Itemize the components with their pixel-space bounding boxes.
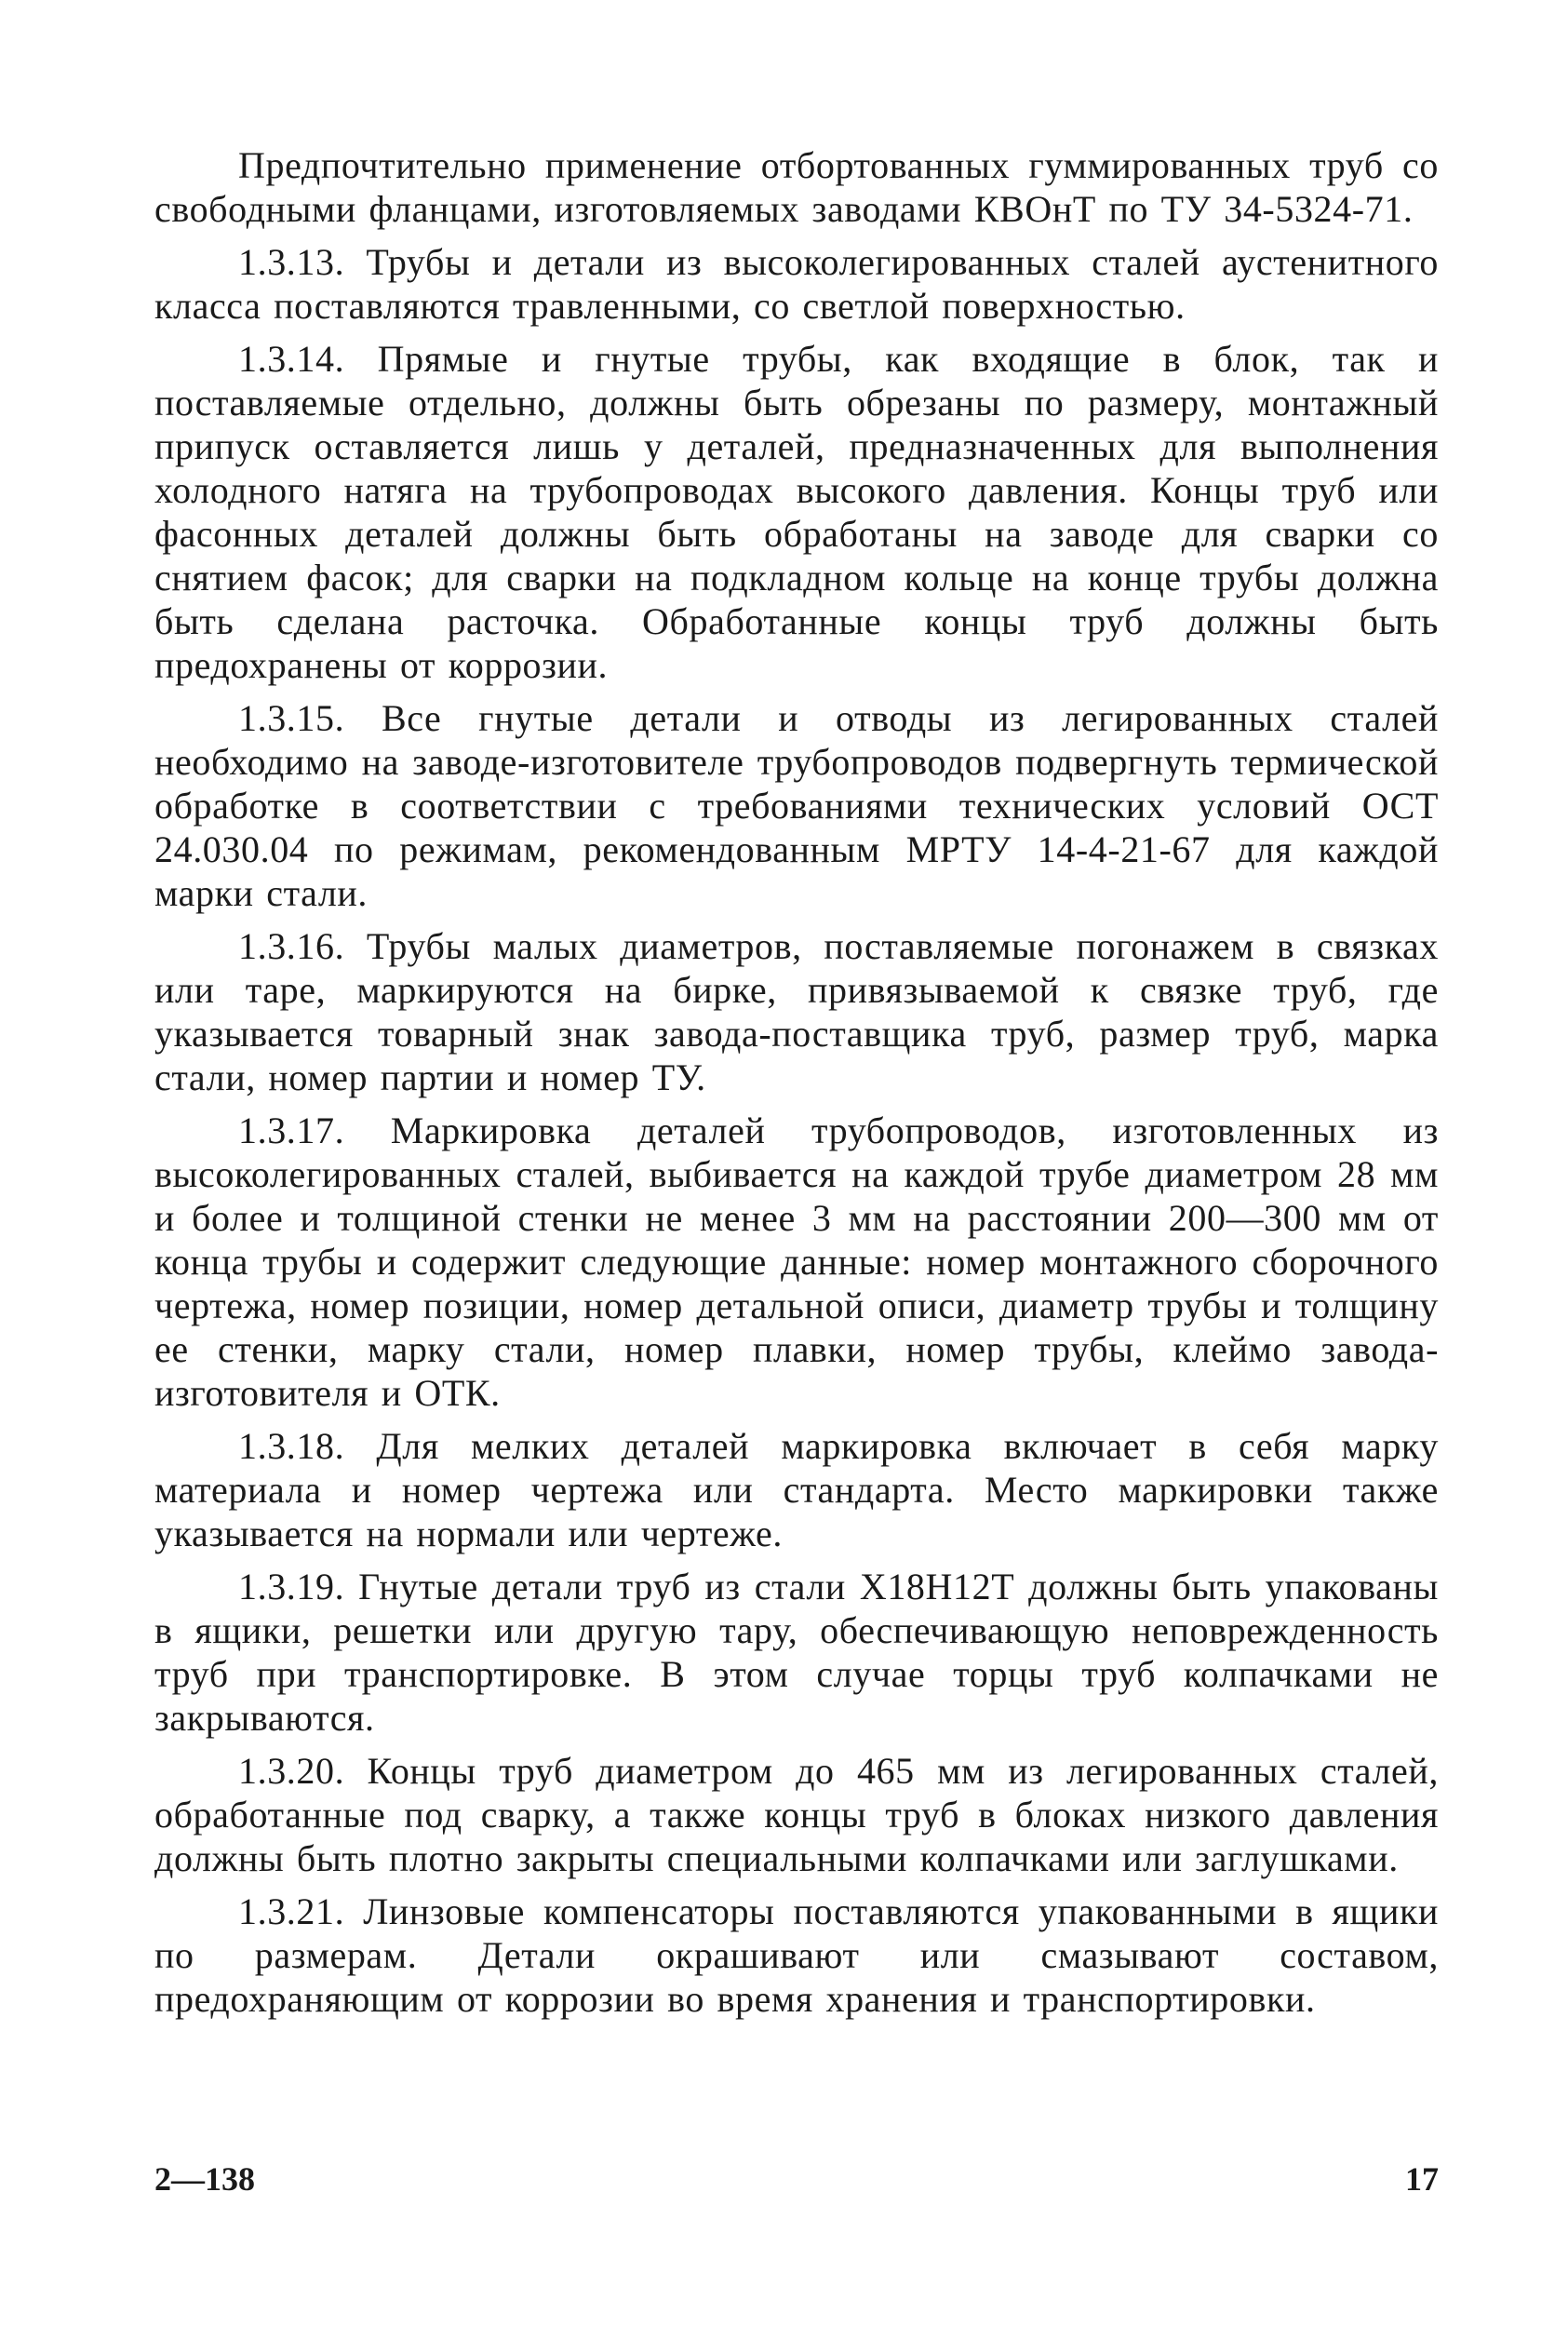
paragraph-intro: Предпочтительно применение отбортованных гуммированных труб со свободными фланцами, изготовляемых заводами КВОнТ по ТУ 34-5324-71. [154,144,1439,230]
printer-signature: 2—138 [154,2160,255,2198]
page-number: 17 [1405,2160,1439,2198]
paragraph-1-3-18: 1.3.18. Для мелких деталей маркировка включает в себя марку материала и номер чертежа или стандарта. Место маркировки также указывается на нормали или чертеже. [154,1425,1439,1554]
paragraph-1-3-16: 1.3.16. Трубы малых диаметров, поставляемые погонажем в связках или таре, маркируются на бирке, привязываемой к связке труб, где указывается товарный знак завода-поставщика труб, размер труб, марка стали, номер партии и номер ТУ. [154,925,1439,1098]
paragraph-1-3-15: 1.3.15. Все гнутые детали и отводы из легированных сталей необходимо на заводе-изготовителе трубопроводов подвергнуть термической обработке в соответствии с требованиями технических условий ОСТ 24.030.04 по режимам, рекомендованным МРТУ 14-4-21-67 для каждой марки стали. [154,697,1439,914]
paragraph-1-3-20: 1.3.20. Концы труб диаметром до 465 мм из легированных сталей, обработанные под сварку, а также концы труб в блоках низкого давления должны быть плотно закрыты специальными колпачками или заглушками. [154,1750,1439,1879]
paragraph-1-3-21: 1.3.21. Линзовые компенсаторы поставляются упакованными в ящики по размерам. Детали окрашивают или смазывают составом, предохраняющим от коррозии во время хранения и транспортировки. [154,1890,1439,2020]
document-body [154,143,1439,2030]
paragraph-1-3-17: 1.3.17. Маркировка деталей трубопроводов, изготовленных из высоколегированных сталей, выбивается на каждой трубе диаметром 28 мм и более и толщиной стенки не менее 3 мм на расстоянии 200—300 мм от конца трубы и содержит следующие данные: номер монтажного сборочного чертежа, номер позиции, номер детальной описи, диаметр трубы и толщину ее стенки, марку стали, номер плавки, номер трубы, клеймо завода-изготовителя и ОТК. [154,1109,1439,1414]
paragraph-1-3-13: 1.3.13. Трубы и детали из высоколегированных сталей аустенитного класса поставляются травленными, со светлой поверхностью. [154,241,1439,327]
paragraph-1-3-14: 1.3.14. Прямые и гнутые трубы, как входящие в блок, так и поставляемые отдельно, должны быть обрезаны по размеру, монтажный припуск оставляется лишь у деталей, предназначенных для выполнения холодного натяга на трубопроводах высокого давления. Концы труб или фасонных деталей должны быть обработаны на заводе для сварки со снятием фасок; для сварки на подкладном кольце на конце трубы должна быть сделана расточка. Обработанные концы труб должны быть предохранены от коррозии. [154,338,1439,686]
page-footer [154,2159,1439,2199]
paragraph-1-3-19: 1.3.19. Гнутые детали труб из стали Х18Н12Т должны быть упакованы в ящики, решетки или другую тару, обеспечивающую неповрежденность труб при транспортировке. В этом случае торцы труб колпачками не закрываются. [154,1566,1439,1739]
